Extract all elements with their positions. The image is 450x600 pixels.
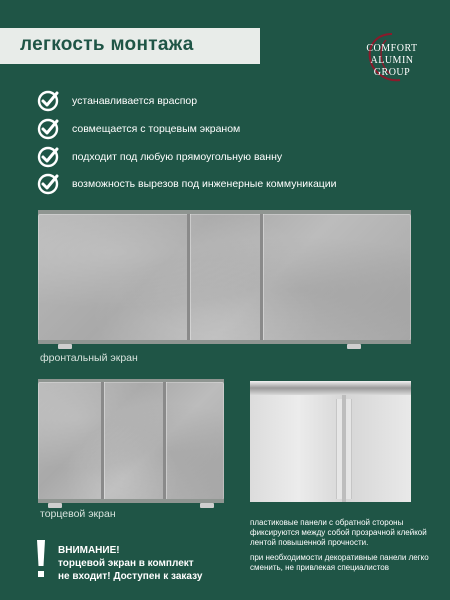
end-screen-caption: торцевой экран: [40, 508, 116, 520]
front-screen-panel: [38, 214, 411, 341]
screen-foot: [200, 503, 214, 508]
tape-detail-photo: [250, 381, 411, 502]
feature-item: [36, 89, 197, 113]
check-circle-icon: [36, 145, 60, 169]
check-circle-icon: [36, 89, 60, 113]
photo-seam: [342, 395, 346, 502]
end-screen-panel: [38, 382, 224, 500]
note-tape: пластиковые панели с обратной стороны фиксируются между собой прозрачной клейкой лентой повышенной прочности.: [250, 518, 427, 547]
panel-seam: [101, 382, 104, 500]
feature-item: [36, 117, 240, 141]
feature-item: [36, 172, 337, 196]
screen-foot: [58, 344, 72, 349]
feature-text: подходит под любую прямоугольную ванну: [72, 151, 283, 163]
feature-text: возможность вырезов под инженерные коммуникации: [72, 178, 337, 190]
front-screen-caption: фронтальный экран: [40, 352, 138, 364]
warning-line-1: торцевой экран в комплект: [58, 558, 194, 569]
screen-foot: [347, 344, 361, 349]
logo-line-1: COMFORT: [366, 43, 418, 54]
warning-line-2: не входит! Доступен к заказу: [58, 571, 203, 582]
logo-line-2: ALUMIN: [370, 55, 414, 66]
photo-rail: [250, 381, 411, 395]
exclamation-icon: [36, 540, 46, 580]
logo-line-3: GROUP: [373, 67, 411, 78]
warning-title: ВНИМАНИЕ!: [58, 545, 120, 556]
panel-seam: [260, 214, 263, 341]
warning-block: [58, 544, 238, 583]
feature-text: совмещается с торцевым экраном: [72, 123, 241, 135]
feature-text: устанавливается враспор: [72, 95, 198, 107]
note-replace: при необходимости декоративные панели легко сменить, не привлекая специалистов: [250, 553, 429, 572]
feature-item: [36, 145, 282, 169]
panel-seam: [163, 382, 166, 500]
page-title: легкость монтажа: [20, 34, 194, 55]
end-screen-bottom-rail: [38, 499, 224, 503]
brand-logo: [356, 30, 428, 86]
check-circle-icon: [36, 117, 60, 141]
panel-seam: [187, 214, 190, 341]
check-circle-icon: [36, 172, 60, 196]
